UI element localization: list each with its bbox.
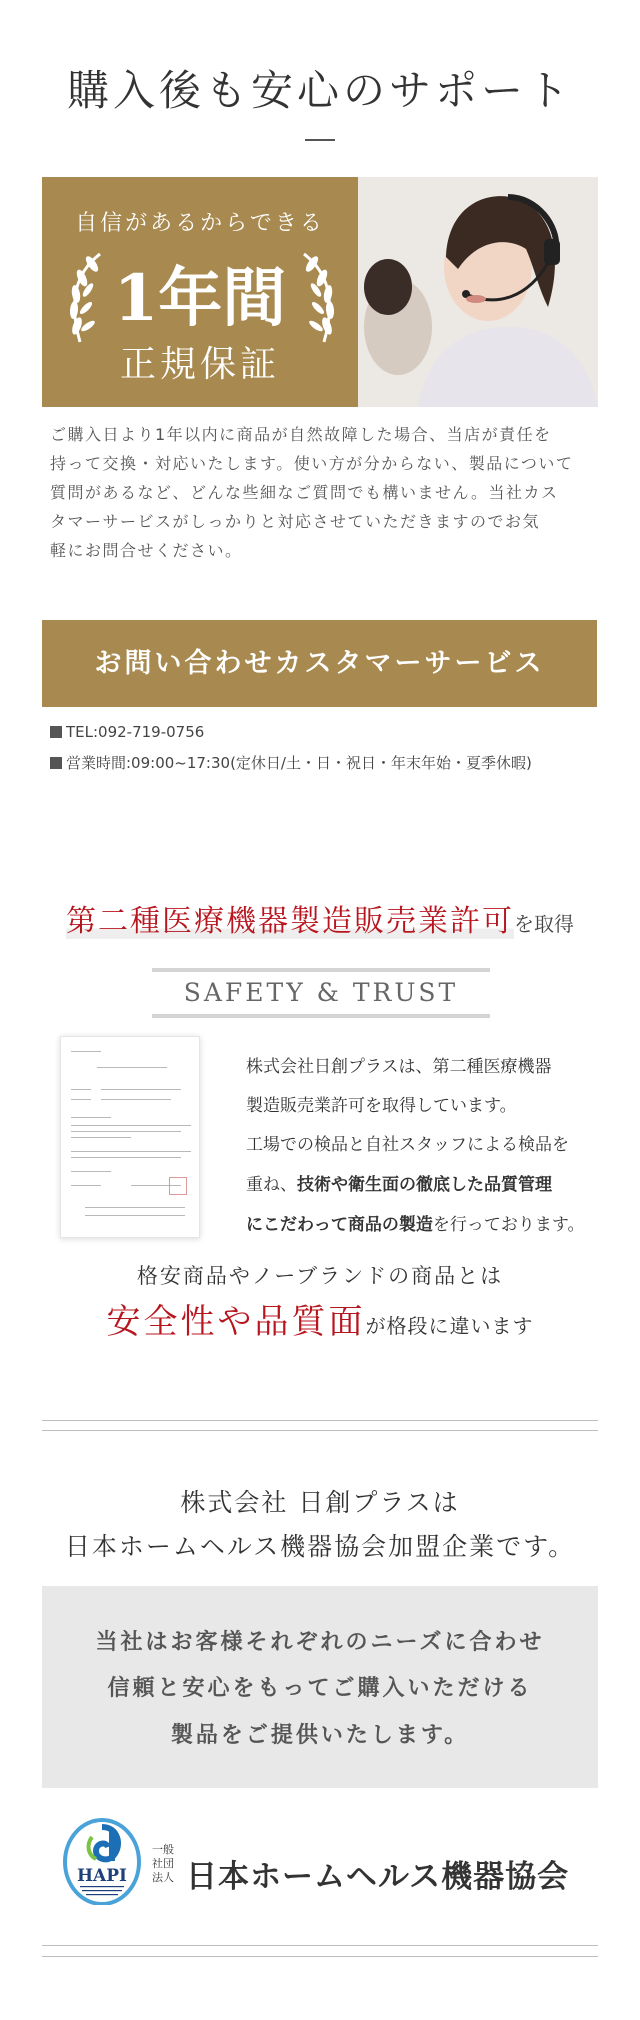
license-body-line: 製造販売業許可を取得しています。	[246, 1096, 517, 1116]
license-body-line: 工場での検品と自社スタッフによる検品を	[246, 1135, 569, 1155]
bullet-square-icon	[50, 726, 62, 738]
customer-service-header: お問い合わせカスタマーサービス	[42, 620, 597, 707]
license-body-emphasis: 技術や衛生面の徹底した品質管理	[297, 1175, 552, 1195]
association-name: 日本ホームヘルス機器協会	[186, 1859, 570, 1895]
warranty-description-line: ご購入日より1年以内に商品が自然故障した場合、当店が責任を	[50, 425, 552, 444]
license-body-line	[246, 1210, 616, 1235]
license-headline-red: 第二種医療機器製造販売業許可	[66, 904, 514, 939]
safety-trust-subtitle: SAFETY & TRUST	[183, 978, 459, 1007]
warranty-description-line: 軽にお問合せください。	[50, 541, 243, 560]
support-operator-photo	[358, 177, 598, 407]
license-body-text: を行っております。	[432, 1215, 585, 1235]
comparison-headline-suffix: が格段に違います	[365, 1314, 534, 1338]
section-divider	[42, 1945, 598, 1946]
warranty-label: 正規保証	[119, 344, 280, 385]
warranty-description	[50, 420, 595, 565]
safety-bottom-rule	[152, 1014, 490, 1018]
hapi-logo-text: HAPI	[77, 1866, 127, 1886]
comparison-lead: 格安商品やノーブランドの商品とは	[136, 1264, 504, 1288]
comparison-headline-red: 安全性や品質面	[106, 1302, 366, 1342]
warranty-description-line: 質問があるなど、どんな些細なご質問でも構いません。当社カス	[50, 483, 559, 502]
comparison-headline	[0, 1294, 640, 1343]
corporation-type-line: 法人	[152, 1871, 174, 1884]
commitment-line: 信頼と安心をもってご購入いただける	[107, 1676, 533, 1701]
license-body-line	[246, 1170, 616, 1195]
bullet-square-icon	[50, 757, 62, 769]
warranty-description-line: タマーサービスがしっかりと対応させていただきますのでお気	[50, 512, 541, 531]
license-headline	[0, 896, 640, 940]
license-certificate-image	[60, 1036, 200, 1238]
safety-top-rule	[152, 968, 490, 972]
license-body-emphasis: にこだわって商品の製造	[246, 1215, 433, 1235]
section-divider	[42, 1420, 598, 1421]
corporation-type-label	[152, 1843, 174, 1885]
contact-tel	[50, 723, 204, 741]
license-headline-suffix: を取得	[514, 912, 574, 936]
warranty-description-line: 持って交換・対応いたします。使い方が分からない、製品について	[50, 454, 574, 473]
contact-hours	[50, 752, 532, 773]
section-divider	[42, 1956, 598, 1957]
warranty-banner-tagline: 自信があるからできる	[75, 211, 325, 236]
contact-tel-text[interactable]: TEL:092-719-0756	[66, 723, 205, 741]
warranty-period: 1年間	[113, 261, 287, 336]
commitment-line: 製品をご提供いたします。	[170, 1723, 470, 1748]
section-divider	[42, 1430, 598, 1431]
section-title-support: 購入後も安心のサポート	[66, 66, 573, 115]
company-membership-line: 株式会社 日創プラスは	[180, 1488, 460, 1517]
company-membership-line: 日本ホームヘルス機器協会加盟企業です。	[64, 1532, 576, 1561]
license-body-text: 重ね、	[246, 1175, 297, 1195]
corporation-type-line: 社団	[152, 1857, 174, 1870]
hapi-logo-icon	[62, 1815, 142, 1905]
corporation-type-line: 一般	[152, 1843, 174, 1856]
contact-hours-text: 営業時間:09:00~17:30(定休日/土・日・祝日・年末年始・夏季休暇)	[66, 754, 532, 772]
commitment-line: 当社はお客様それぞれのニーズに合わせ	[95, 1630, 545, 1655]
license-body-line: 株式会社日創プラスは、第二種医療機器	[246, 1057, 552, 1077]
title-divider	[305, 139, 335, 141]
